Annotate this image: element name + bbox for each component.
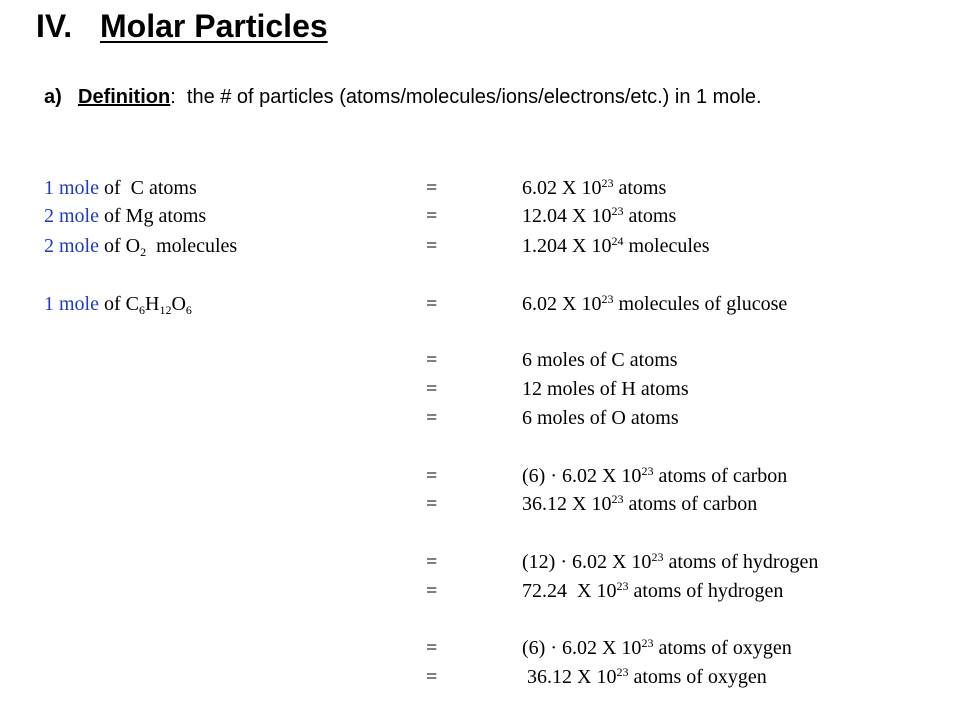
section-numeral: IV.: [36, 8, 73, 44]
equals-sign: =: [426, 465, 438, 487]
subscript: 2: [140, 245, 147, 259]
equals-sign: =: [426, 407, 438, 429]
row-rhs: [522, 232, 710, 260]
exponent: 23: [651, 550, 664, 564]
exponent: 23: [611, 204, 624, 218]
element-symbol: H: [145, 293, 160, 315]
rhs-unit: atoms of hydrogen: [628, 580, 784, 602]
row-rhs: [522, 174, 666, 202]
rhs-text: 72.24 X 10: [522, 580, 617, 602]
rhs-unit: atoms of carbon: [623, 493, 758, 515]
row-rhs: [522, 290, 787, 318]
subscript: 6: [139, 303, 145, 317]
exponent: 23: [601, 176, 614, 190]
rhs-unit: atoms of carbon: [653, 465, 788, 487]
exponent: 23: [616, 665, 629, 679]
definition-term: Definition: [78, 86, 171, 108]
subscript: 12: [159, 303, 172, 317]
row-rhs: [522, 634, 792, 662]
element-symbol: O: [171, 293, 186, 315]
row-lhs: [44, 232, 237, 260]
definition-text: the # of particles (atoms/molecules/ions/electrons/etc.) in 1 mole.: [175, 86, 762, 108]
exponent: 23: [601, 292, 614, 306]
equals-sign: =: [426, 235, 438, 257]
rhs-unit: atoms: [613, 177, 667, 199]
row-rhs: [522, 462, 787, 490]
rhs-unit: atoms of oxygen: [628, 666, 767, 688]
definition-marker: a): [44, 86, 62, 108]
lhs-text: of O: [99, 235, 141, 257]
equals-sign: =: [426, 493, 438, 515]
lhs-text-tail: molecules: [146, 235, 238, 257]
rhs-text: 12 moles of H atoms: [522, 378, 689, 400]
equals-sign: =: [426, 580, 438, 602]
rhs-text: (6) · 6.02 X 10: [522, 637, 642, 659]
mole-quantity: 2 mole: [44, 235, 99, 257]
title-text: Molar Particles: [100, 8, 328, 44]
lhs-text: of Mg atoms: [99, 205, 207, 227]
slide-title: [36, 8, 328, 45]
rhs-unit: molecules: [623, 235, 710, 257]
rhs-text: 1.204 X 10: [522, 235, 612, 257]
equals-sign: =: [426, 378, 438, 400]
equals-sign: =: [426, 666, 438, 688]
rhs-text: 36.12 X 10: [522, 493, 612, 515]
exponent: 23: [616, 579, 629, 593]
equals-sign: =: [426, 349, 438, 371]
rhs-text: 12.04 X 10: [522, 205, 612, 227]
rhs-text: 36.12 X 10: [522, 666, 617, 688]
row-rhs: [522, 202, 676, 230]
row-lhs: [44, 202, 206, 230]
mole-quantity: 1 mole: [44, 177, 99, 199]
exponent: 23: [611, 492, 624, 506]
rhs-text: 6 moles of C atoms: [522, 349, 678, 371]
equals-sign: =: [426, 637, 438, 659]
row-lhs: [44, 174, 197, 202]
mole-quantity: 1 mole: [44, 293, 99, 315]
equals-sign: =: [426, 551, 438, 573]
lhs-text: of C: [99, 293, 139, 315]
row-rhs: [522, 663, 767, 691]
rhs-unit: atoms: [623, 205, 677, 227]
row-rhs: [522, 490, 757, 518]
rhs-text: 6.02 X 10: [522, 177, 602, 199]
definition-colon: :: [170, 86, 176, 108]
rhs-unit: atoms of hydrogen: [663, 551, 819, 573]
subscript: 6: [185, 303, 192, 317]
equals-sign: =: [426, 177, 438, 199]
rhs-text: (12) · 6.02 X 10: [522, 551, 652, 573]
mole-quantity: 2 mole: [44, 205, 99, 227]
exponent: 24: [611, 234, 624, 248]
exponent: 23: [641, 464, 654, 478]
rhs-unit: atoms of oxygen: [653, 637, 792, 659]
row-rhs: [522, 548, 818, 576]
exponent: 23: [641, 636, 654, 650]
rhs-unit: molecules of glucose: [613, 293, 788, 315]
definition-line: [44, 86, 762, 109]
row-rhs: [522, 577, 783, 605]
rhs-text: 6 moles of O atoms: [522, 407, 679, 429]
equals-sign: =: [426, 293, 438, 315]
row-lhs: [44, 290, 192, 318]
equals-sign: =: [426, 205, 438, 227]
rhs-text: 6.02 X 10: [522, 293, 602, 315]
lhs-text: of C atoms: [99, 177, 197, 199]
rhs-text: (6) · 6.02 X 10: [522, 465, 642, 487]
